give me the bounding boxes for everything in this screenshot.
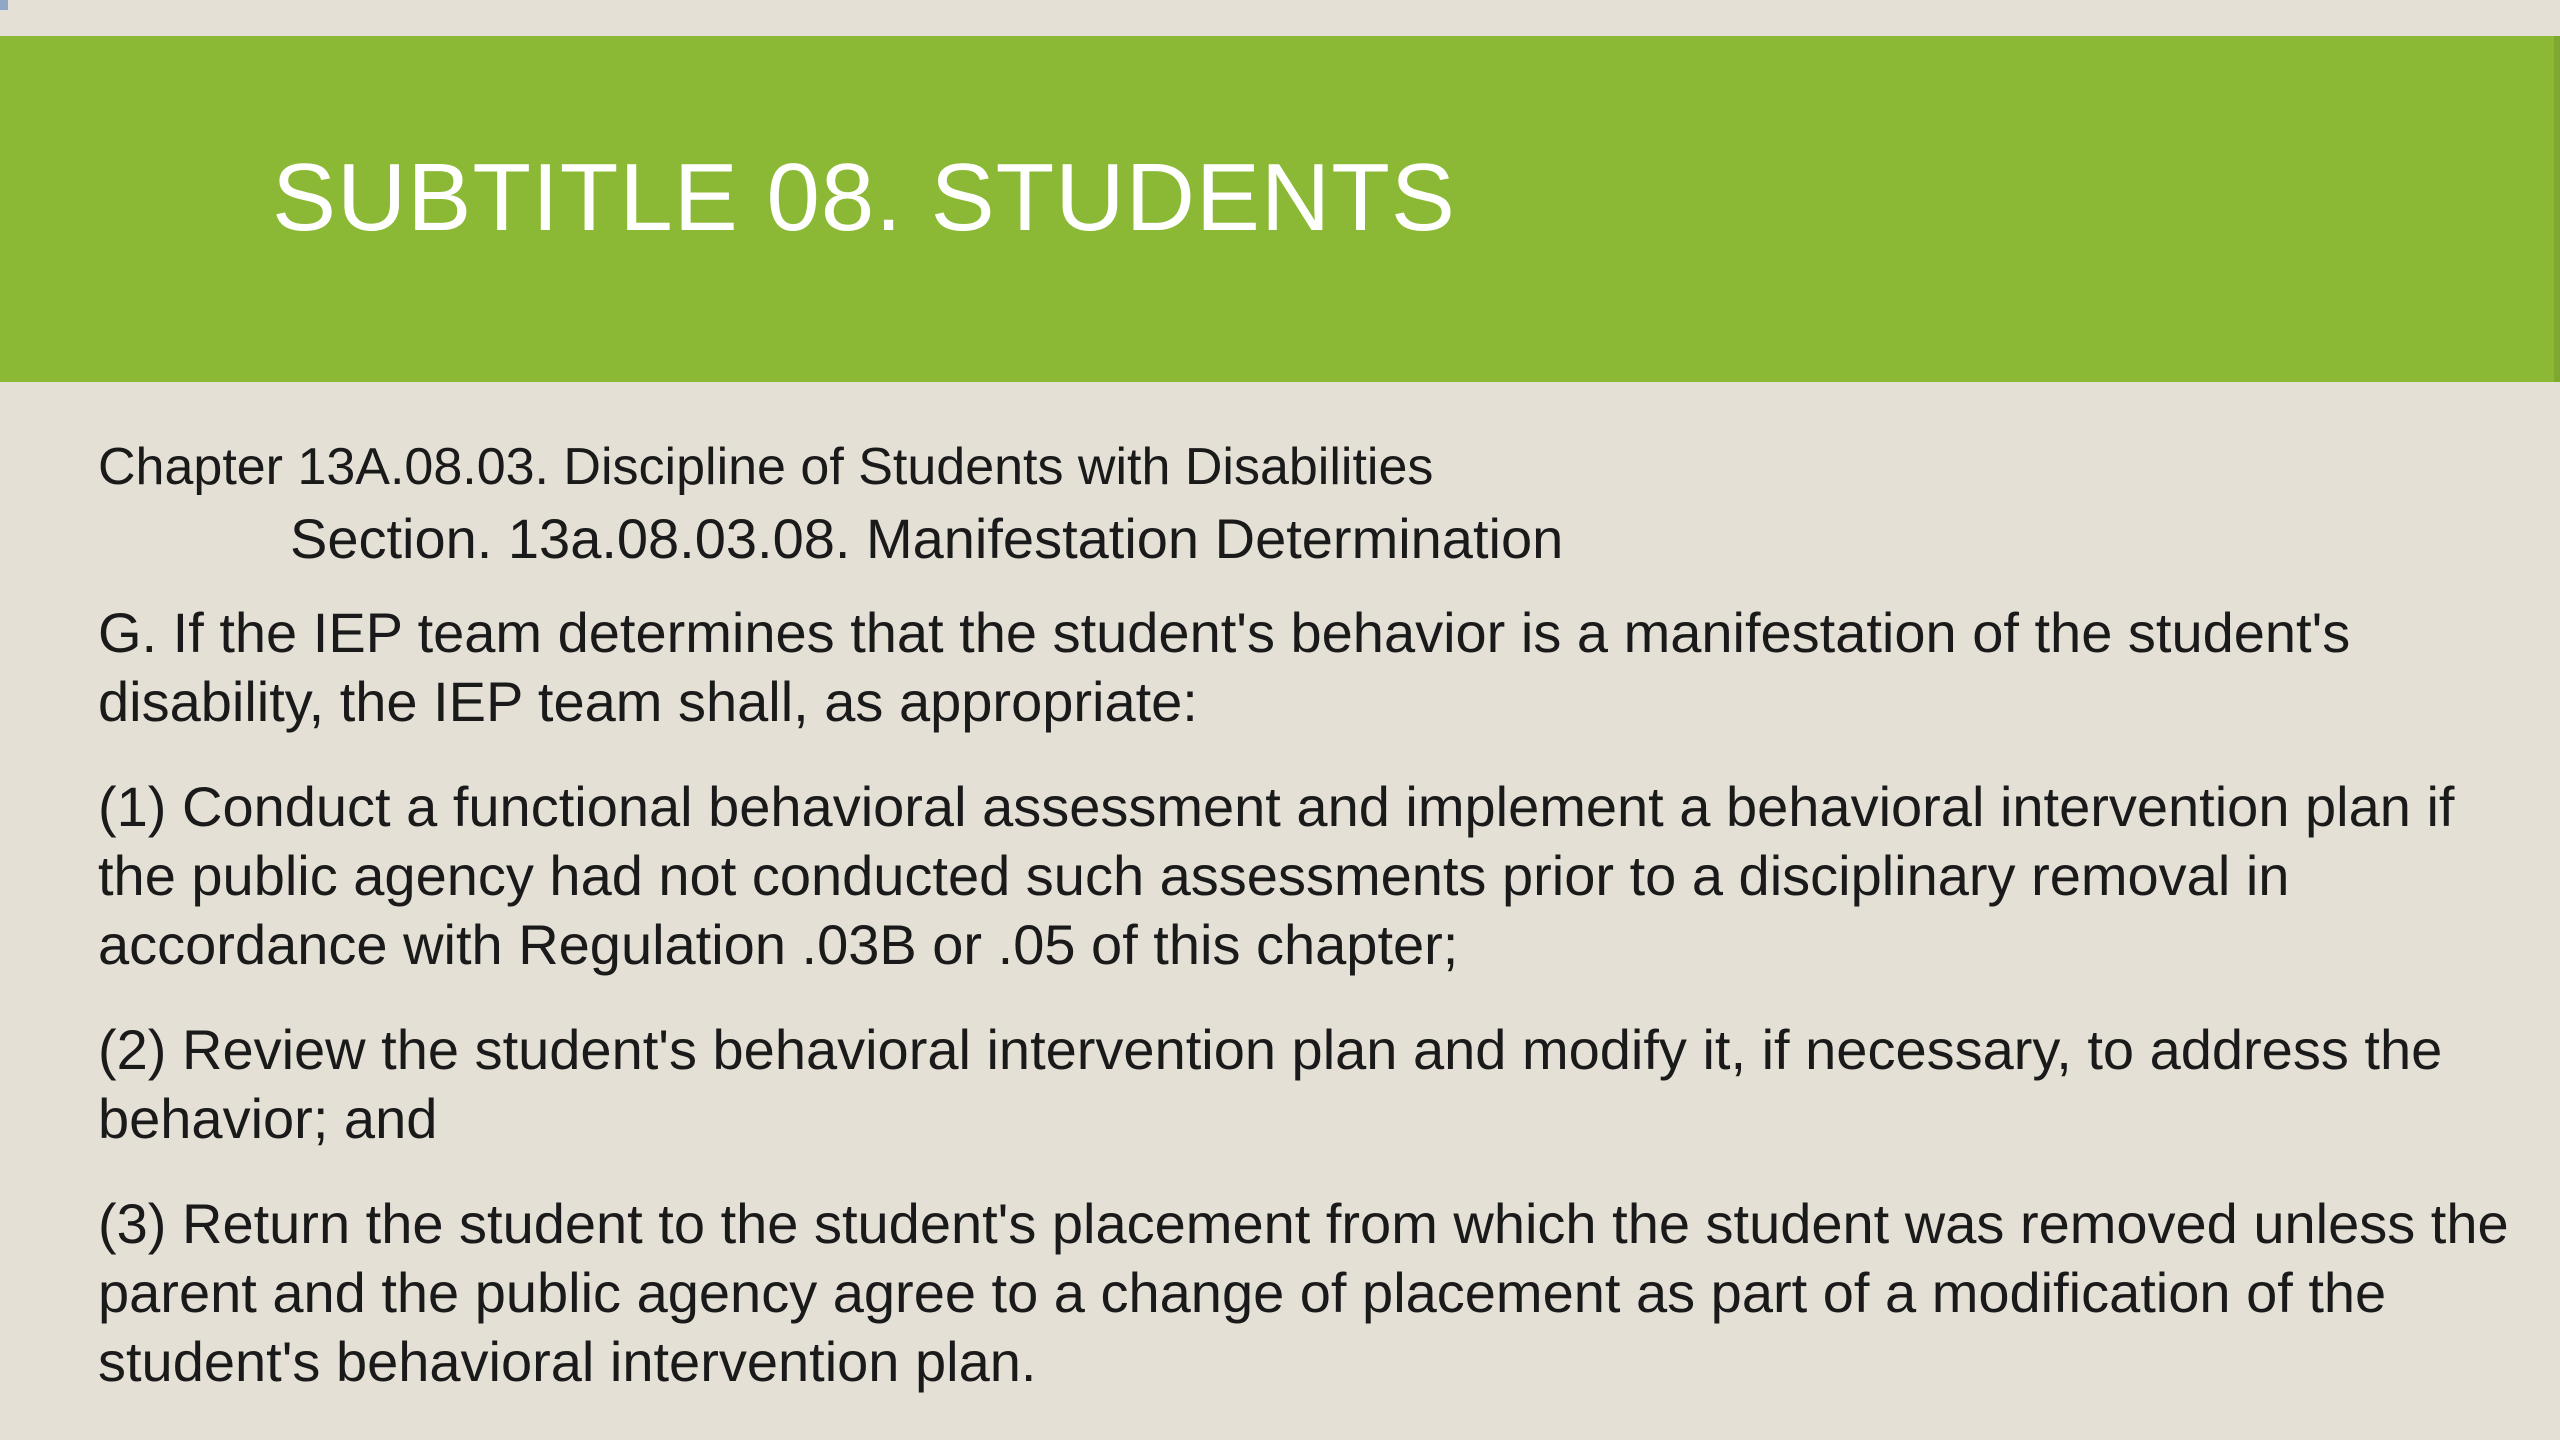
corner-mark [0, 0, 8, 10]
chapter-heading: Chapter 13A.08.03. Discipline of Students with Disabilities [98, 438, 1434, 496]
slide-title: SUBTITLE 08. STUDENTS [272, 144, 1456, 251]
paragraph-3: (3) Return the student to the student's placement from which the student was removed unless the parent and the public agency agree to a change of placement as part of a modification of the student's behavioral intervention plan. [98, 1192, 2509, 1393]
paragraph-1: (1) Conduct a functional behavioral assessment and implement a behavioral intervention plan if the public agency had not conducted such assessments prior to a disciplinary removal in accordance with Regulation .03B or .05 of this chapter; [98, 775, 2455, 976]
title-band-edge [2554, 36, 2560, 382]
slide-body [98, 432, 2528, 1432]
section-heading: Section. 13a.08.03.08. Manifestation Determination [290, 507, 1564, 570]
paragraph-2: (2) Review the student's behavioral intervention plan and modify it, if necessary, to address the behavior; and [98, 1018, 2443, 1150]
paragraph-g: G. If the IEP team determines that the student's behavior is a manifestation of the student's disability, the IEP team shall, as appropriate: [98, 601, 2351, 733]
